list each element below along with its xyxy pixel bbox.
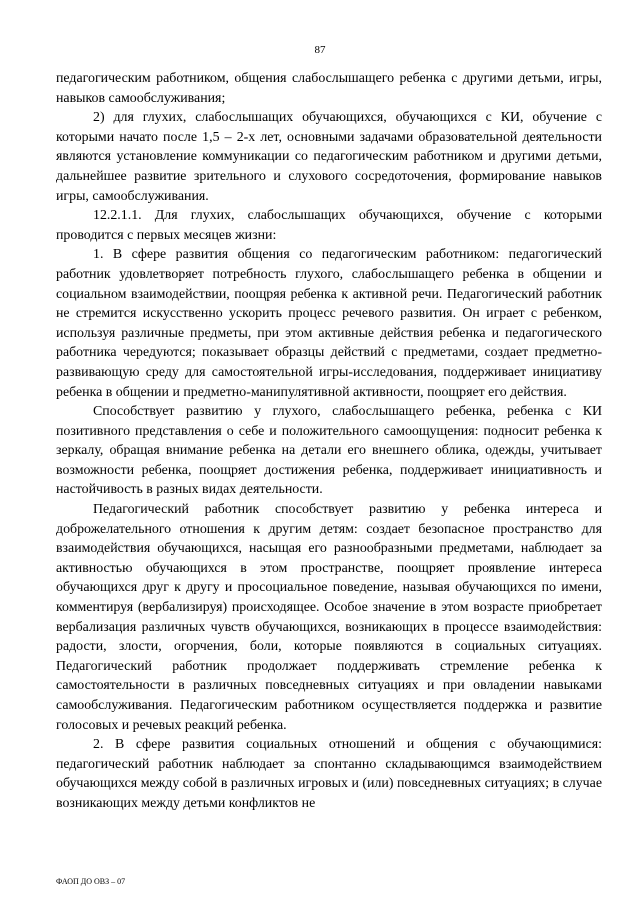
document-footer: ФАОП ДО ОВЗ – 07 <box>56 877 126 886</box>
document-body <box>56 69 602 814</box>
paragraph-item-2: 2) для глухих, слабослышащих обучающихся, обучающихся с КИ, обучение с которыми начато после 1,5 – 2-х лет, основными задачами образовательной деятельности являются установление коммуникации со педагогическим работником и другими детьми, дальнейшее развитие зрительного и слухового сосредоточения, формирование навыков игры, самообслуживания. <box>56 110 602 204</box>
page-number: 87 <box>314 44 326 56</box>
paragraph-social-relations: 2. В сфере развития социальных отношений и общения с обучающимися: педагогический работник наблюдает за спонтанно складывающимся взаимодействием обучающихся между собой в различных игровых и (или) повседневных ситуациях; в случае возникающих между детьми конфликтов не <box>56 737 602 811</box>
paragraph-interest-in-children: Педагогический работник способствует развитию у ребенка интереса и доброжелательного отношения к другим детям: создает безопасное пространство для взаимодействия обучающихся, насыщая его разнообразными предметами, наблюдает за активностью обучающихся в этом пространстве, поощряет проявление интереса обучающихся друг к другу и просоциальное поведение, называя обучающихся по имени, комментируя (вербализируя) происходящее. Особое значение в этом возрасте приобретает вербализация различных чувств обучающихся, возникающих в процессе взаимодействия: радости, злости, огорчения, боли, которые появляются в социальных ситуациях. Педагогический работник продолжает поддерживать стремление ребенка к самостоятельности в различных повседневных ситуациях и при овладении навыками самообслуживания. Педагогическим работником осуществляется поддержка и развитие голосовых и речевых реакций ребенка. <box>56 502 602 733</box>
paragraph-section-12-2-1-1: 12.2.1.1. Для глухих, слабослышащих обучающихся, обучение с которыми проводится с первых месяцев жизни: <box>56 208 602 243</box>
paragraph-self-perception: Способствует развитию у глухого, слабослышащего ребенка, ребенка с КИ позитивного представления о себе и положительного самоощущения: подносит ребенка к зеркалу, обращая внимание ребенка на детали его внешнего облика, одежды, учитывает возможности ребенка, поощряет достижения ребенка, поддерживает инициативность и настойчивость в разных видах деятельности. <box>56 404 602 498</box>
paragraph-communication-sphere: 1. В сфере развития общения со педагогическим работником: педагогический работник удовлетворяет потребность глухого, слабослышащего ребенка в общении и социальном взаимодействии, поощряя ребенка к активной речи. Педагогический работник не стремится искусственно ускорить процесс речевого развития. Он играет с ребенком, используя различные предметы, при этом активные действия ребенка и педагогического работника чередуются; показывает образцы действий с предметами, создает предметно-развивающую среду для самостоятельной игры-исследования, поддерживает инициативу ребенка в общении и предметно-манипулятивной активности, поощряет его действия. <box>56 247 602 400</box>
paragraph-continuation: педагогическим работником, общения слабослышащего ребенка с другими детьми, игры, навыков самообслуживания; <box>56 71 602 106</box>
